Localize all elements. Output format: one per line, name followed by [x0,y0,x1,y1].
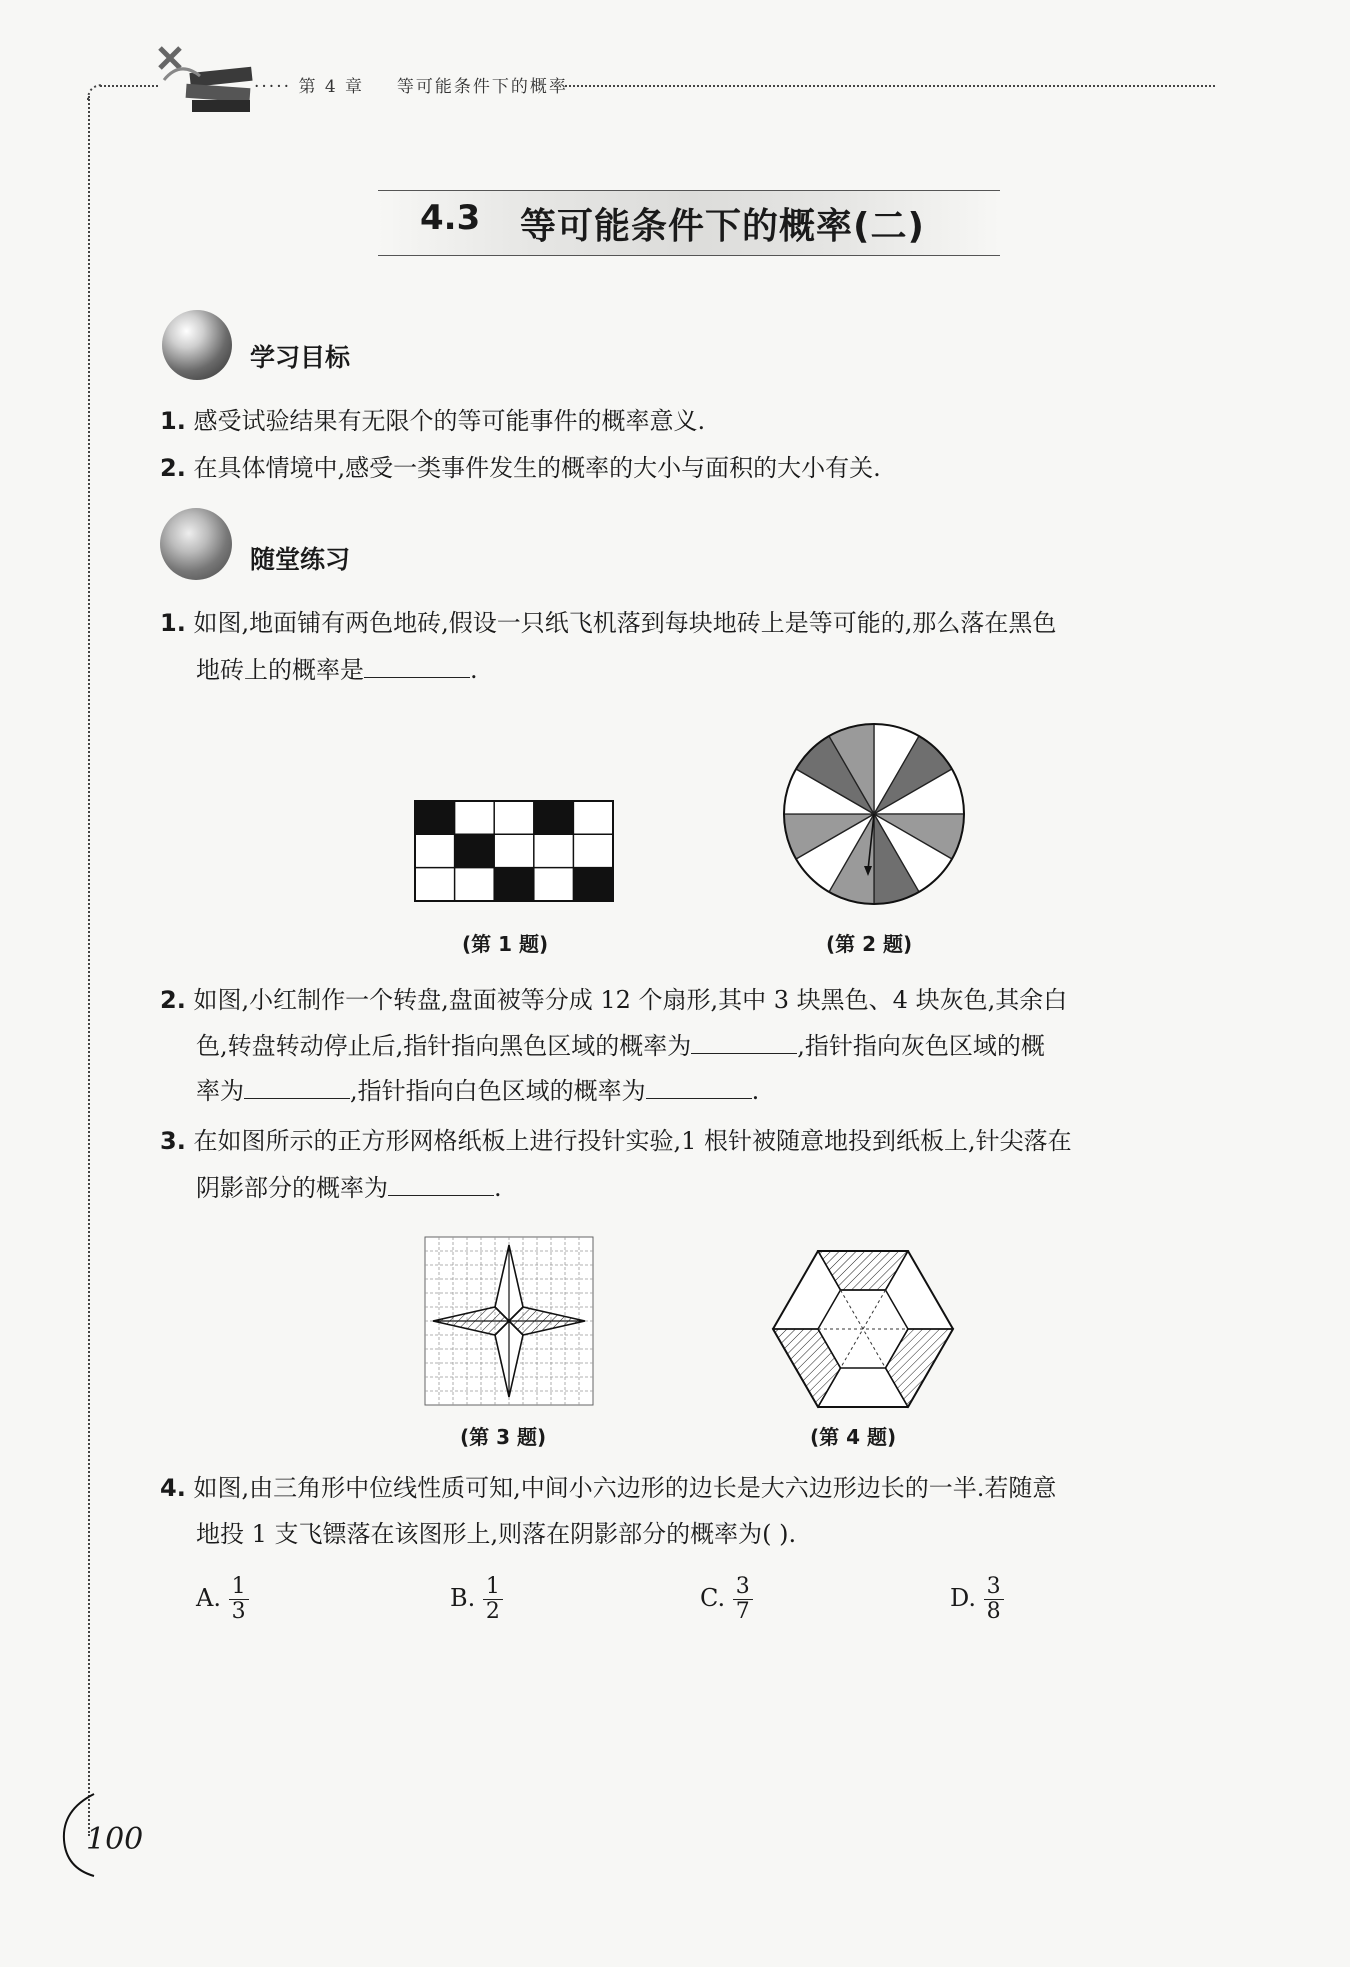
answer-blank[interactable] [646,1076,752,1099]
question-3-line-2 [196,1172,502,1204]
option-label: D. [950,1584,977,1612]
option-c[interactable] [700,1575,753,1624]
question-text: ,指针指向灰色区域的概 [797,1032,1045,1060]
practice-heading: 随堂练习 [250,545,351,574]
question-number: 4. [160,1474,186,1502]
question-2-line-2 [196,1030,1045,1062]
figure-4-caption: (第 4 题) [810,1425,897,1449]
chapter-number: 第 4 章 [298,77,365,97]
question-text: 如图,由三角形中位线性质可知,中间小六边形的边长是大六边形边长的一半.若随意 [193,1474,1057,1502]
globe-icon [162,310,232,380]
denominator: 7 [735,1599,750,1624]
section-title: 等可能条件下的概率(二) [520,206,925,247]
question-1-line-2 [196,654,478,686]
page-border-corner [86,82,106,102]
question-text: 地投 1 支飞镖落在该图形上,则落在阴影部分的概率为( ). [196,1520,797,1548]
question-text: 色,转盘转动停止后,指针指向黑色区域的概率为 [196,1032,692,1060]
question-2-line-3 [196,1075,759,1107]
answer-blank[interactable] [364,655,470,678]
answer-blank[interactable] [388,1173,494,1196]
figure-2-caption: (第 2 题) [826,932,913,956]
numerator: 3 [733,1575,753,1600]
question-text: . [470,656,478,684]
option-b[interactable] [450,1575,503,1624]
question-text: . [494,1174,502,1202]
option-label: A. [196,1584,221,1612]
goal-text: 感受试验结果有无限个的等可能事件的概率意义. [193,407,706,435]
question-text: 如图,小红制作一个转盘,盘面被等分成 12 个扇形,其中 3 块黑色、4 块灰色,其余白 [193,986,1068,1014]
figure-3-caption: (第 3 题) [460,1425,547,1449]
goal-text: 在具体情境中,感受一类事件发生的概率的大小与面积的大小有关. [193,454,881,482]
option-label: C. [700,1584,726,1612]
option-label: B. [450,1584,476,1612]
denominator: 2 [485,1599,500,1624]
books-icon [150,40,260,118]
question-2-line-1 [160,984,1067,1016]
goal-item-2 [160,452,881,484]
figure-3-grid-star [424,1236,594,1406]
question-number: 2. [160,986,186,1014]
figure-1-caption: (第 1 题) [462,932,549,956]
chapter-title: 等可能条件下的概率 [396,77,568,97]
goals-heading: 学习目标 [250,343,351,372]
page-number: 100 [86,1822,144,1857]
denominator: 3 [231,1599,246,1624]
option-fraction [984,1575,1004,1624]
answer-blank[interactable] [691,1031,797,1054]
numerator: 1 [483,1575,503,1600]
question-text: 如图,地面铺有两色地砖,假设一只纸飞机落到每块地砖上是等可能的,那么落在黑色 [193,609,1057,637]
answer-blank[interactable] [244,1076,350,1099]
option-fraction [733,1575,753,1624]
sphere-icon [160,508,232,580]
question-4-line-1 [160,1472,1056,1504]
option-a[interactable] [196,1575,249,1624]
figure-4-hexagon [770,1246,956,1412]
header-logo [150,40,260,118]
question-number: 1. [160,609,186,637]
question-number: 3. [160,1127,186,1155]
goal-number: 2. [160,454,186,482]
goal-item-1 [160,405,705,437]
question-text: 地砖上的概率是 [196,656,364,684]
question-text: 阴影部分的概率为 [196,1174,388,1202]
question-3-line-1 [160,1125,1072,1157]
denominator: 8 [986,1599,1001,1624]
option-d[interactable] [950,1575,1004,1624]
option-fraction [483,1575,503,1624]
question-text: . [751,1077,760,1105]
goal-number: 1. [160,407,186,435]
figure-1-tiles [414,800,614,902]
question-1-line-1 [160,607,1056,639]
section-number: 4.3 [420,198,481,238]
numerator: 3 [984,1575,1004,1600]
question-text: 率为 [196,1077,244,1105]
question-text: 在如图所示的正方形网格纸板上进行投针实验,1 根针被随意地投到纸板上,针尖落在 [193,1127,1072,1155]
numerator: 1 [229,1575,249,1600]
question-text: ,指针指向白色区域的概率为 [350,1077,646,1105]
figure-2-spinner [782,722,966,906]
page-border-left [88,96,90,1836]
header-chapter-label: ····· 第 4 章 等可能条件下的概率 [254,77,568,97]
question-4-line-2 [196,1518,796,1550]
option-fraction [229,1575,249,1624]
header-dotted-line-left [100,85,158,87]
header-dotted-line-right [565,85,1215,87]
